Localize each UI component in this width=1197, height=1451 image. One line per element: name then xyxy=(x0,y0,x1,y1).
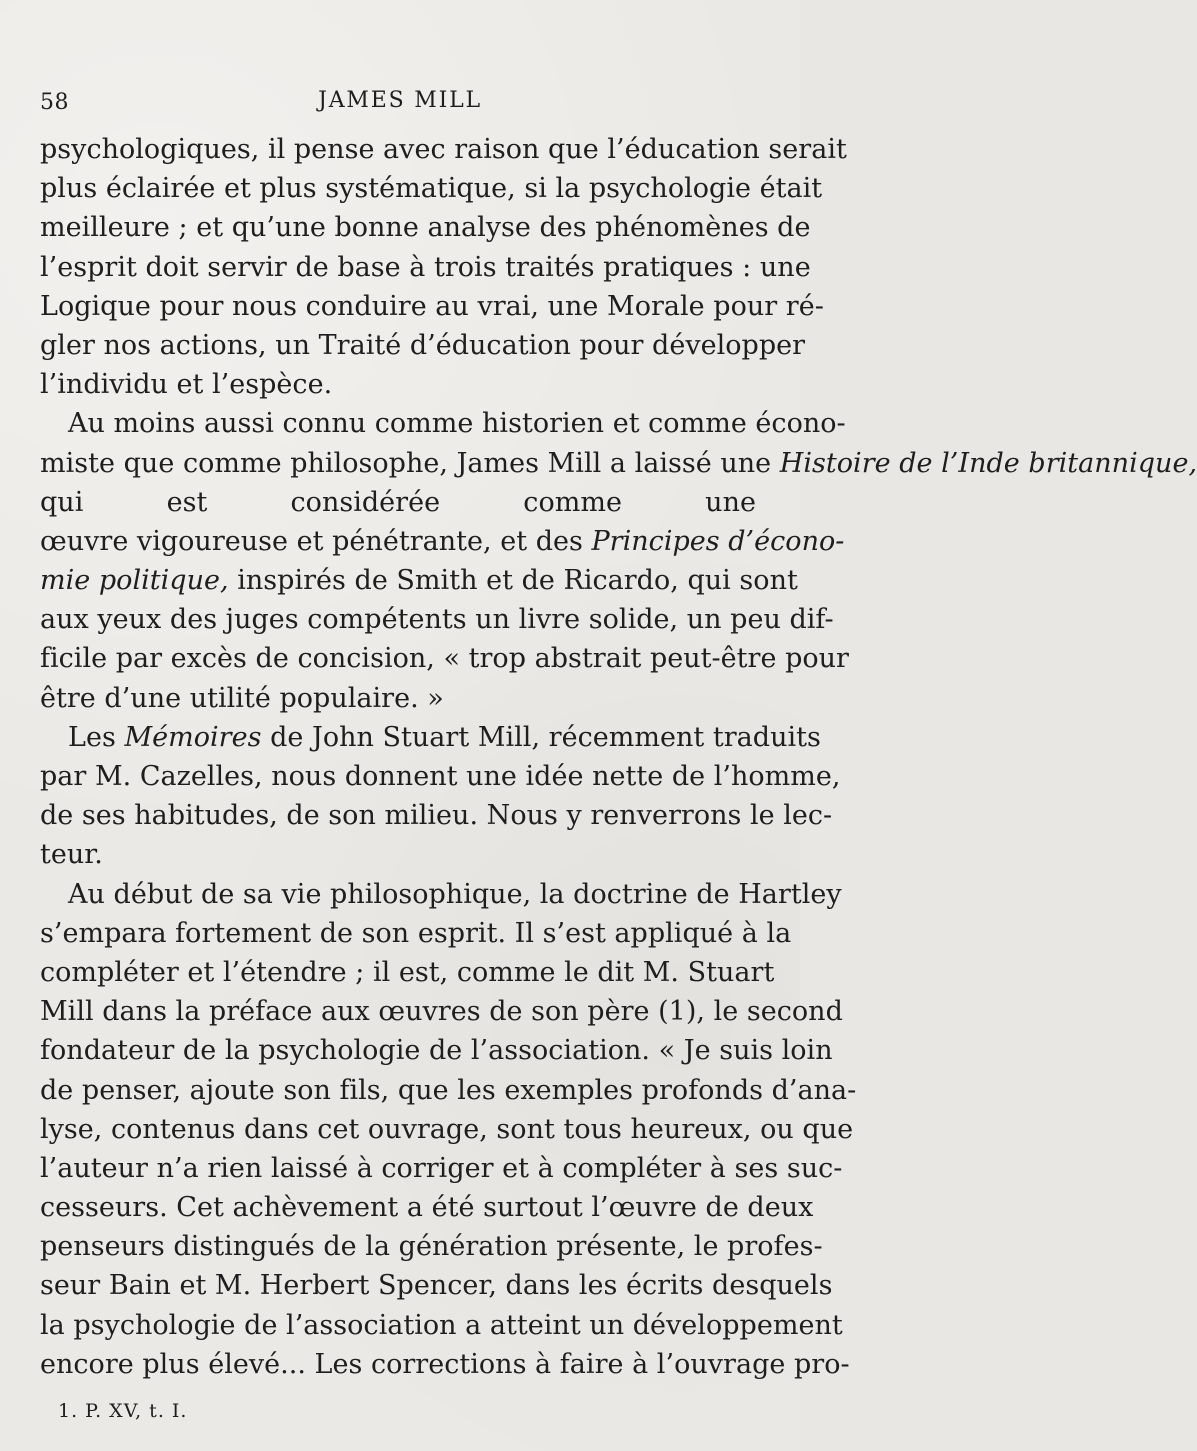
text-line: psychologiques, il pense avec raison que l’éducation serait xyxy=(40,134,847,165)
page-header xyxy=(40,86,760,122)
text-line: Au début de sa vie philosophique, la doctrine de Hartley xyxy=(68,878,842,910)
text-line: Mill dans la préface aux œuvres de son père (1), le second xyxy=(40,996,843,1028)
text-line: ficile par excès de concision, « trop abstrait peut-être pour xyxy=(40,643,849,675)
text-line: qui est considérée comme une xyxy=(40,486,756,518)
text-line: l’auteur n’a rien laissé à corriger et à compléter à ses suc- xyxy=(40,1152,843,1184)
text-line: Les Mémoires de John Stuart Mill, récemment traduits xyxy=(68,721,821,753)
body-text xyxy=(40,130,1197,1384)
text-line: gler nos actions, un Traité d’éducation pour développer xyxy=(40,329,806,361)
footnote: 1. P. XV, t. I. xyxy=(58,1400,188,1422)
text-line: miste que comme philosophe, James Mill a laissé une Histoire de l’Inde britannique, xyxy=(40,447,1197,479)
text-line: fondateur de la psychologie de l’association. « Je suis loin xyxy=(40,1035,833,1067)
text-line: par M. Cazelles, nous donnent une idée nette de l’homme, xyxy=(40,761,841,792)
text-line: lyse, contenus dans cet ouvrage, sont tous heureux, ou que xyxy=(40,1113,854,1145)
text-line: œuvre vigoureuse et pénétrante, et des Principes d’écono- xyxy=(40,525,845,557)
text-line: Logique pour nous conduire au vrai, une Morale pour ré- xyxy=(40,290,824,322)
page-number: 58 xyxy=(40,90,69,115)
text-line: plus éclairée et plus systématique, si la psychologie était xyxy=(40,173,823,205)
text-line: encore plus élevé... Les corrections à faire à l’ouvrage pro- xyxy=(40,1348,850,1380)
text-line: compléter et l’étendre ; il est, comme le dit M. Stuart xyxy=(40,956,775,988)
text-line: Au moins aussi connu comme historien et comme écono- xyxy=(68,408,846,440)
text-line: l’esprit doit servir de base à trois traités pratiques : une xyxy=(40,251,811,283)
text-line: de penser, ajoute son fils, que les exemples profonds d’ana- xyxy=(40,1074,857,1106)
text-line: cesseurs. Cet achèvement a été surtout l’œuvre de deux xyxy=(40,1192,814,1224)
text-line: être d’une utilité populaire. » xyxy=(40,682,444,714)
text-line: teur. xyxy=(40,839,103,871)
italic-title: mie politique, xyxy=(40,565,229,597)
text-line: mie politique, inspirés de Smith et de Ricardo, qui sont xyxy=(40,565,798,597)
text-line: s’empara fortement de son esprit. Il s’est appliqué à la xyxy=(40,917,792,949)
italic-title: Mémoires xyxy=(124,721,262,753)
text-line: meilleure ; et qu’une bonne analyse des phénomènes de xyxy=(40,212,811,244)
text-line: la psychologie de l’association a atteint un développement xyxy=(40,1309,843,1341)
text-line: penseurs distingués de la génération présente, le profes- xyxy=(40,1231,823,1263)
italic-title: Histoire de l’Inde britannique, xyxy=(779,447,1197,479)
text-line: l’individu et l’espèce. xyxy=(40,369,333,401)
italic-title: Principes d’écono- xyxy=(591,525,845,557)
text-line: seur Bain et M. Herbert Spencer, dans les écrits desquels xyxy=(40,1270,833,1302)
text-line: de ses habitudes, de son milieu. Nous y renverrons le lec- xyxy=(40,800,833,832)
running-head: JAMES MILL xyxy=(318,88,482,113)
text-line: aux yeux des juges compétents un livre solide, un peu dif- xyxy=(40,604,834,636)
